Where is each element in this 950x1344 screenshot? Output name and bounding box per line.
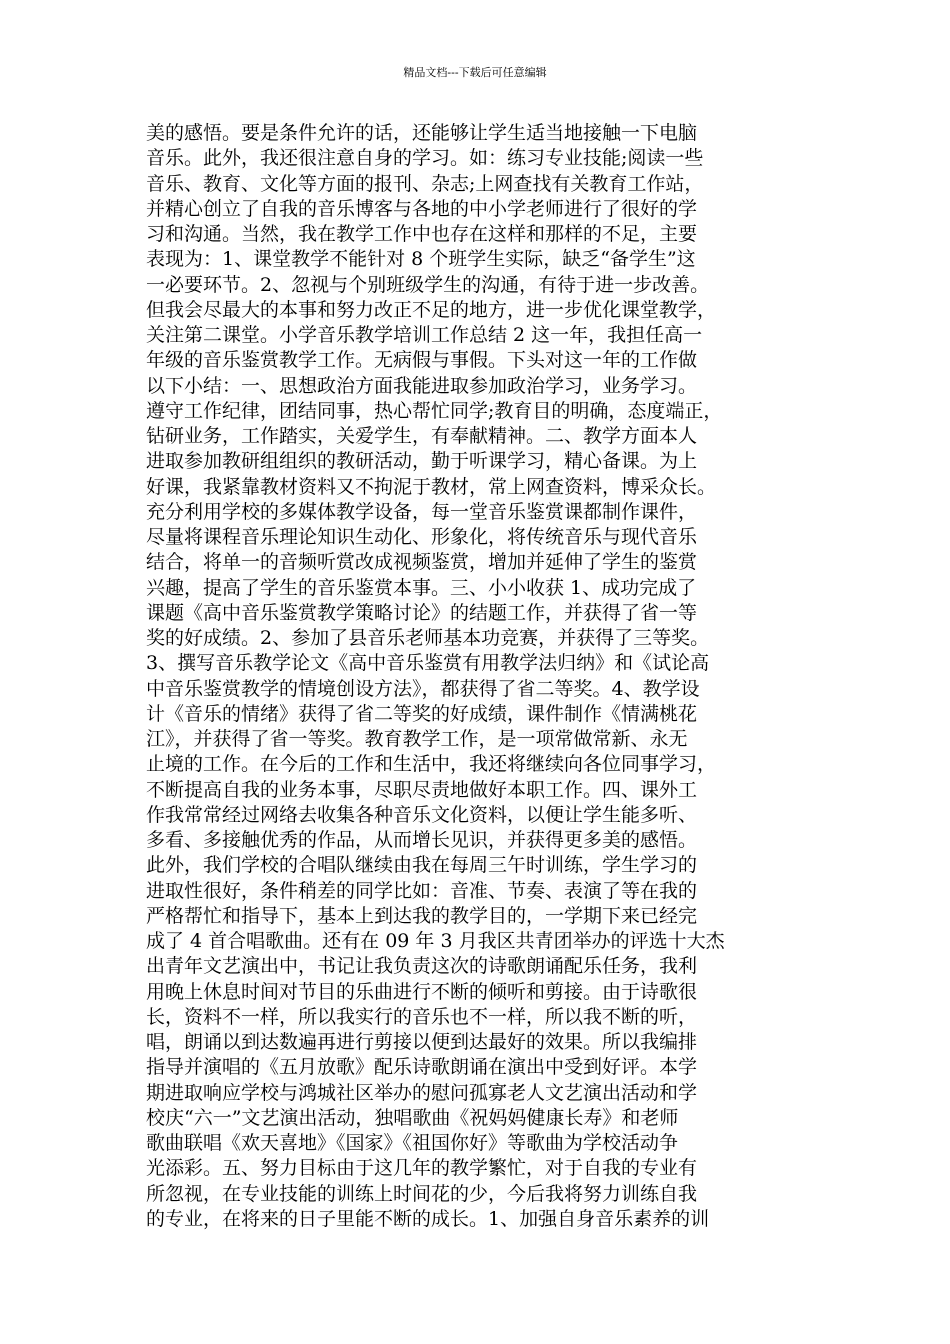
paragraph-line: 中音乐鉴赏教学的情境创设方法》，都获得了省二等奖。4、教学设 bbox=[146, 677, 700, 700]
page-header: 精品文档---下载后可任意编辑 bbox=[403, 66, 547, 79]
paragraph-line: 此外，我们学校的合唱队继续由我在每周三午时训练，学生学习的 bbox=[146, 854, 698, 877]
paragraph-line: 遵守工作纪律，团结同事，热心帮忙同学;教育目的明确，态度端正， bbox=[146, 399, 723, 422]
paragraph-line: 用晚上休息时间对节目的乐曲进行不断的倾听和剪接。由于诗歌很 bbox=[146, 980, 698, 1003]
paragraph-line: 唱，朗诵以到达数遍再进行剪接以便到达最好的效果。所以我编排 bbox=[146, 1031, 698, 1053]
paragraph-line: 期进取响应学校与鸿城社区举办的慰问孤寡老人文艺演出活动和学 bbox=[146, 1081, 698, 1104]
paragraph-line: 出青年文艺演出中，书记让我负责这次的诗歌朗诵配乐任务，我利 bbox=[146, 955, 698, 978]
paragraph-line: 成了 4 首合唱歌曲。还有在 09 年 3 月我区共青团举办的评选十大杰 bbox=[146, 930, 725, 952]
paragraph-line: 结合，将单一的音频听赏改成视频鉴赏，增加并延伸了学生的鉴赏 bbox=[146, 551, 698, 574]
paragraph-line: 充分利用学校的多媒体教学设备，每一堂音乐鉴赏课都制作课件， bbox=[146, 500, 698, 523]
paragraph-line: 指导并演唱的《五月放歌》配乐诗歌朗诵在演出中受到好评。本学 bbox=[146, 1056, 698, 1079]
paragraph-line: 音乐。此外，我还很注意自身的学习。如：练习专业技能;阅读一些 bbox=[146, 147, 704, 170]
paragraph-line: 表现为：1、课堂教学不能针对 8 个班学生实际，缺乏“备学生”这 bbox=[146, 248, 696, 271]
paragraph-line: 钻研业务，工作踏实，关爱学生，有奉献精神。二、教学方面本人 bbox=[146, 425, 698, 447]
paragraph-line: 音乐、教育、文化等方面的报刊、杂志;上网查找有关教育工作站， bbox=[146, 172, 704, 195]
paragraph-line: 所忽视，在专业技能的训练上时间花的少，今后我将努力训练自我 bbox=[146, 1182, 698, 1205]
paragraph-line: 计《音乐的情绪》获得了省二等奖的好成绩，课件制作《情满桃花 bbox=[146, 702, 698, 725]
paragraph-line: 的专业，在将来的日子里能不断的成长。1、加强自身音乐素养的训 bbox=[146, 1207, 710, 1230]
paragraph-line: 长，资料不一样，所以我实行的音乐也不一样，所以我不断的听， bbox=[146, 1005, 698, 1028]
paragraph-line: 美的感悟。要是条件允许的话，还能够让学生适当地接触一下电脑 bbox=[146, 122, 698, 144]
paragraph-line: 3、撰写音乐教学论文《高中音乐鉴赏有用教学法归纳》和《试论高 bbox=[146, 652, 710, 675]
paragraph-line: 作我常常经过网络去收集各种音乐文化资料，以便让学生能多听、 bbox=[146, 803, 698, 826]
paragraph-line: 关注第二课堂。小学音乐教学培训工作总结 2 这一年，我担任高一 bbox=[146, 324, 703, 346]
paragraph-line: 年级的音乐鉴赏教学工作。无病假与事假。下头对这一年的工作做 bbox=[146, 349, 698, 372]
paragraph-line: 校庆“六一”文艺演出活动，独唱歌曲《祝妈妈健康长寿》和老师 bbox=[146, 1106, 679, 1129]
paragraph-line: 奖的好成绩。2、参加了县音乐老师基本功竞赛，并获得了三等奖。 bbox=[146, 627, 710, 649]
paragraph-line: 光添彩。五、努力目标由于这几年的教学繁忙，对于自我的专业有 bbox=[146, 1157, 698, 1180]
paragraph-line: 歌曲联唱《欢天喜地》《国家》《祖国你好》等歌曲为学校活动争 bbox=[146, 1132, 679, 1154]
body-text bbox=[146, 121, 822, 1232]
paragraph-line: 但我会尽最大的本事和努力改正不足的地方，进一步优化课堂教学， bbox=[146, 298, 717, 321]
paragraph-line: 并精心创立了自我的音乐博客与各地的中小学老师进行了很好的学 bbox=[146, 197, 698, 220]
paragraph-line: 尽量将课程音乐理论知识生动化、形象化，将传统音乐与现代音乐 bbox=[146, 526, 698, 548]
paragraph-line: 习和沟通。当然，我在教学工作中也存在这样和那样的不足，主要 bbox=[146, 223, 698, 245]
paragraph-line: 多看、多接触优秀的作品，从而增长见识，并获得更多美的感悟。 bbox=[146, 829, 698, 851]
paragraph-line: 兴趣，提高了学生的音乐鉴赏本事。三、小小收获 1、成功完成了 bbox=[146, 576, 697, 599]
paragraph-line: 江》，并获得了省一等奖。教育教学工作，是一项常做常新、永无 bbox=[146, 728, 688, 750]
paragraph-line: 进取性很好，条件稍差的同学比如：音准、节奏、表演了等在我的 bbox=[146, 879, 698, 902]
paragraph-line: 一必要环节。2、忽视与个别班级学生的沟通，有待于进一步改善。 bbox=[146, 273, 710, 296]
paragraph-line: 好课，我紧靠教材资料又不拘泥于教材，常上网查资料，博采众长。 bbox=[146, 475, 717, 498]
paragraph-line: 严格帮忙和指导下，基本上到达我的教学目的，一学期下来已经完 bbox=[146, 904, 698, 927]
paragraph-line: 课题《高中音乐鉴赏教学策略讨论》的结题工作，并获得了省一等 bbox=[146, 601, 698, 624]
paragraph-line: 以下小结：一、思想政治方面我能进取参加政治学习，业务学习。 bbox=[146, 374, 698, 397]
paragraph-line: 止境的工作。在今后的工作和生活中，我还将继续向各位同事学习， bbox=[146, 753, 717, 776]
paragraph-line: 不断提高自我的业务本事，尽职尽责地做好本职工作。四、课外工 bbox=[146, 778, 698, 801]
paragraph-line: 进取参加教研组组织的教研活动，勤于听课学习，精心备课。为上 bbox=[146, 450, 698, 473]
